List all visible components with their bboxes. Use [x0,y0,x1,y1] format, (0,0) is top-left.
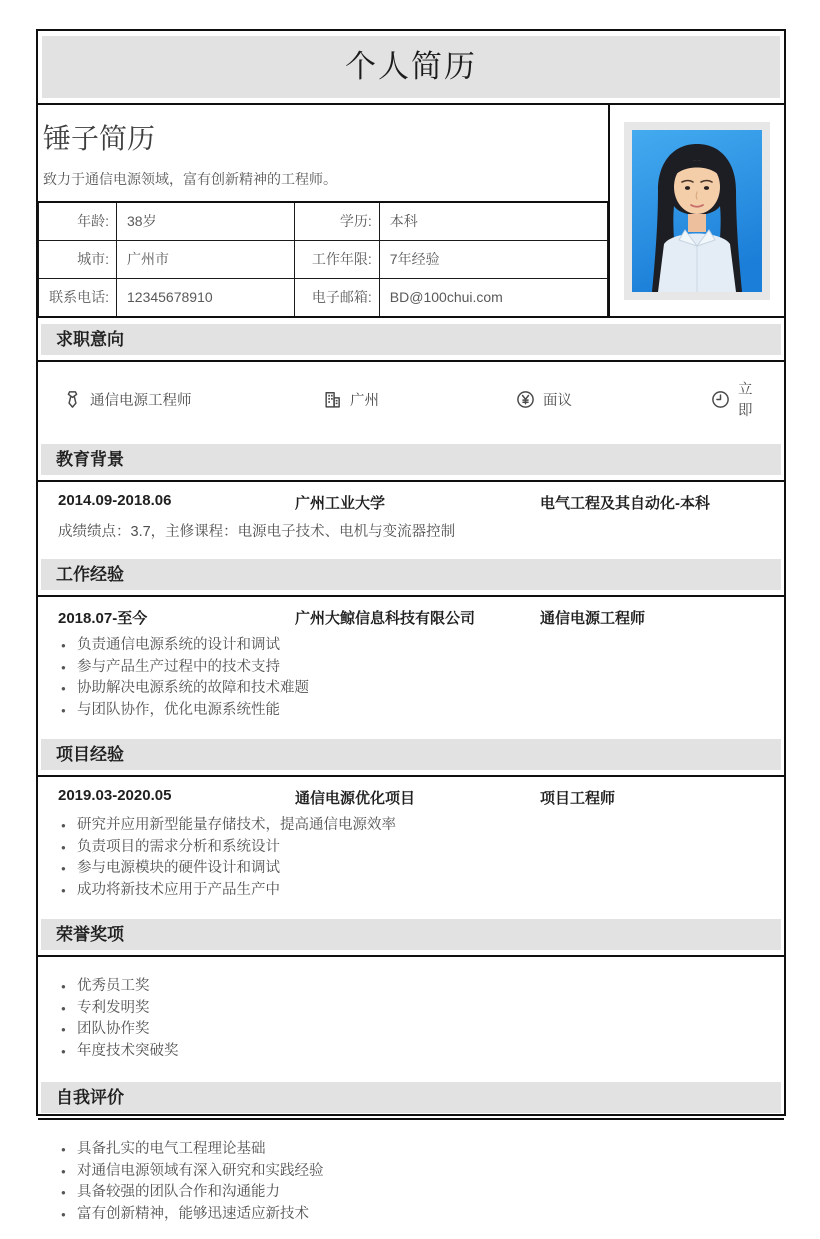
list-item: ● 协助解决电源系统的故障和技术难题 [58,678,764,700]
phone-value: 12345678910 [117,278,295,316]
section-title-honors: 荣誉奖项 [41,919,781,950]
list-item: ● 对通信电源领域有深入研究和实践经验 [58,1161,764,1183]
education-header-row [58,492,764,513]
profile-left-column [38,105,610,316]
candidate-tagline: 致力于通信电源领域，富有创新精神的工程师。 [43,171,337,187]
list-item: ● 研究并应用新型能量存储技术，提高通信电源效率 [58,815,764,837]
education-major: 电气工程及其自动化-本科 [540,495,710,512]
intention-availability-label: 立即 [738,382,753,419]
list-item: ● 优秀员工奖 [58,976,764,998]
education-entry [38,482,784,553]
section-self-evaluation [38,1082,784,1239]
degree-value: 本科 [379,202,607,240]
list-item: ● 富有创新精神，能够迅速适应新技术 [58,1204,764,1226]
table-row [39,240,608,278]
intention-city-label: 广州 [350,392,379,409]
building-icon [323,390,342,409]
experience-years-value: 7年经验 [379,240,607,278]
resume-page [36,29,786,1222]
work-period: 2018.07-至今 [58,610,148,627]
section-title-work: 工作经验 [41,559,781,590]
work-role: 通信电源工程师 [540,610,646,627]
section-intention [38,324,784,438]
candidate-photo [624,122,770,300]
yuan-icon [516,390,535,409]
list-item: ● 成功将新技术应用于产品生产中 [58,880,764,902]
intention-position [63,389,323,410]
degree-label: 学历: [294,202,379,240]
intention-position-label: 通信电源工程师 [90,392,192,409]
self-evaluation-entry [38,1120,784,1239]
intention-city [323,389,516,410]
age-label: 年龄: [39,202,117,240]
list-item: ● 具备较强的团队合作和沟通能力 [58,1182,764,1204]
section-title-education: 教育背景 [41,444,781,475]
city-label: 城市: [39,240,117,278]
project-bullet-list [58,815,764,901]
education-school: 广州工业大学 [295,495,386,512]
list-item: ● 负责项目的需求分析和系统设计 [58,837,764,859]
section-title-self-evaluation: 自我评价 [41,1082,781,1113]
work-header-row [58,607,764,628]
table-row [39,202,608,240]
list-item: ● 负责通信电源系统的设计和调试 [58,635,764,657]
profile-info-table [38,201,608,316]
work-company: 广州大鲸信息科技有限公司 [295,610,476,627]
work-entry [38,597,784,733]
project-period: 2019.03-2020.05 [58,787,172,804]
intention-salary [516,389,711,410]
phone-label: 联系电话: [39,278,117,316]
id-photo-illustration [632,130,762,292]
photo-area [610,105,784,316]
project-entry [38,777,784,913]
email-value: BD@100chui.com [379,278,607,316]
list-item: ● 团队协作奖 [58,1019,764,1041]
intention-row [38,362,784,438]
intention-salary-label: 面议 [543,392,572,409]
project-header-row [58,787,764,808]
project-name: 通信电源优化项目 [295,790,416,807]
age-value: 38岁 [117,202,295,240]
section-honors [38,919,784,1076]
project-role: 项目工程师 [540,790,616,807]
list-item: ● 具备扎实的电气工程理论基础 [58,1139,764,1161]
work-bullet-list [58,635,764,721]
section-project [38,739,784,913]
list-item: ● 参与产品生产过程中的技术支持 [58,657,764,679]
resume-header [38,31,784,105]
candidate-name: 锤子简历 [43,123,156,154]
profile-section [38,105,784,318]
list-item: ● 年度技术突破奖 [58,1041,764,1063]
table-row [39,278,608,316]
section-work [38,559,784,733]
section-title-intention: 求职意向 [41,324,781,355]
name-block [38,105,608,201]
honors-bullet-list [58,976,764,1062]
list-item: ● 专利发明奖 [58,998,764,1020]
education-period: 2014.09-2018.06 [58,492,172,509]
self-evaluation-bullet-list [58,1139,764,1225]
intention-availability [711,378,764,420]
experience-years-label: 工作年限: [294,240,379,278]
clock-icon [711,390,730,409]
education-detail: 成绩绩点：3.7，主修课程：电源电子技术、电机与变流器控制 [58,524,456,540]
email-label: 电子邮箱: [294,278,379,316]
honors-entry [38,957,784,1076]
list-item: ● 与团队协作，优化电源系统性能 [58,700,764,722]
section-education [38,444,784,553]
page-title: 个人简历 [42,36,780,98]
tie-icon [63,390,82,409]
city-value: 广州市 [117,240,295,278]
list-item: ● 参与电源模块的硬件设计和调试 [58,858,764,880]
section-title-project: 项目经验 [41,739,781,770]
